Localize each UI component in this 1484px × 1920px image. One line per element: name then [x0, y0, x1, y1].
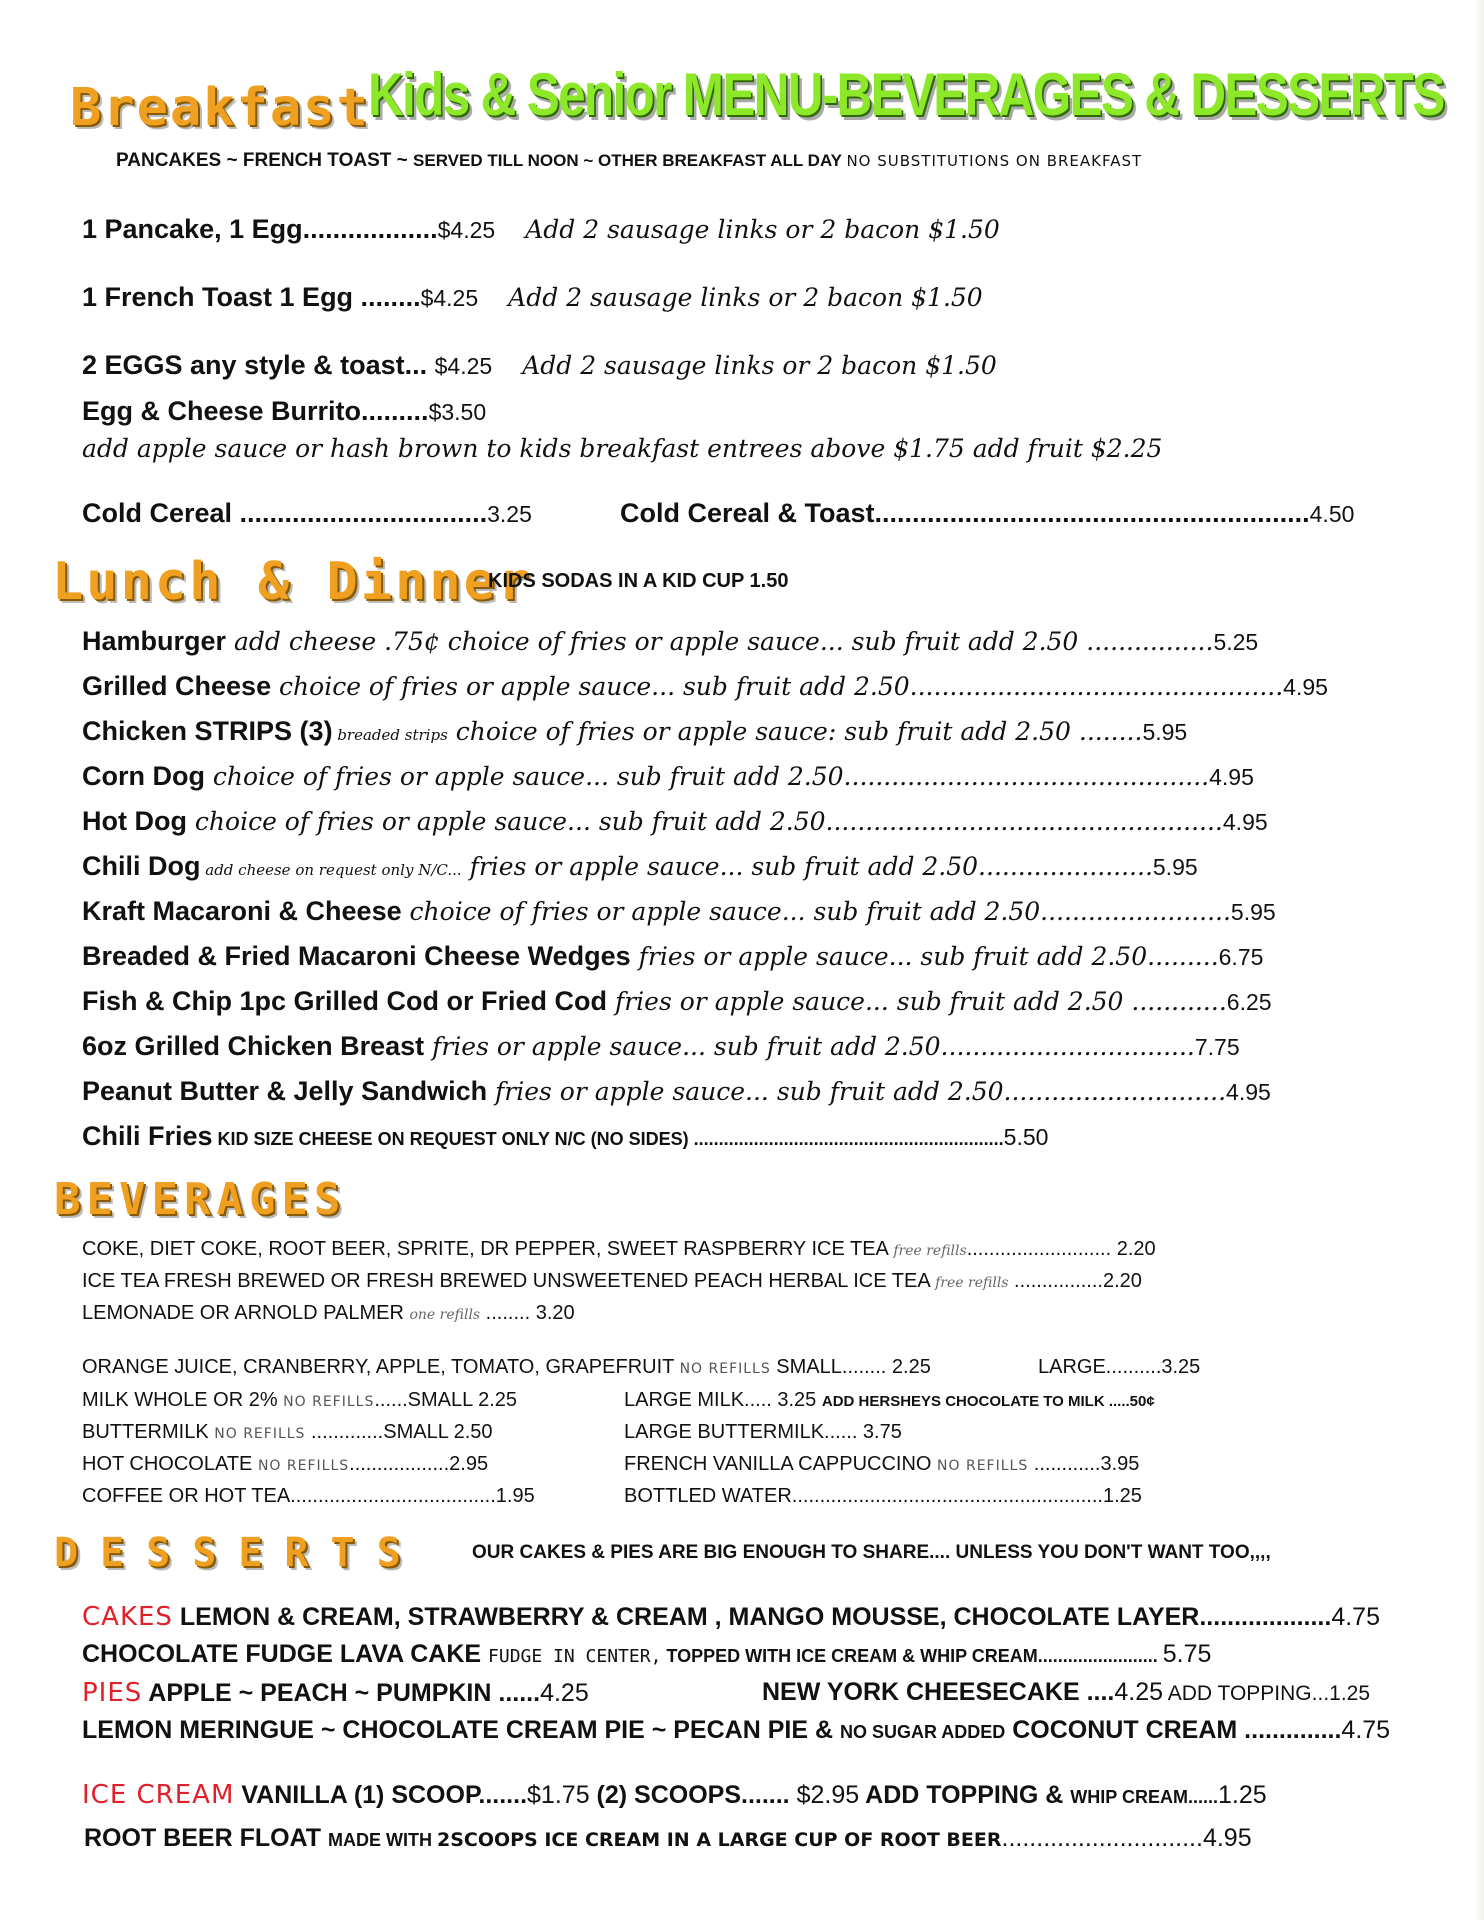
item-price: 5.95 — [1152, 854, 1198, 880]
item-price: $4.25 — [437, 217, 496, 243]
item-price: $4.25 — [434, 353, 493, 379]
bev-cap: NO REFILLS — [214, 1426, 306, 1442]
item-desc: choice of fries or apple sauce... sub fruit add 2.50.............................................. — [204, 762, 1210, 791]
lunch-item — [82, 761, 1254, 792]
bev-tail: ..................2.95 — [349, 1453, 489, 1475]
item-name: Cold Cereal & Toast.......................................................... — [620, 498, 1310, 528]
lava-price: 5.75 — [1162, 1640, 1212, 1668]
beverage-line — [82, 1421, 493, 1444]
lunch-item — [82, 671, 1328, 702]
item-caps: KID SIZE CHEESE ON REQUEST ONLY N/C (NO SIDES) .............................................................. — [212, 1129, 1004, 1149]
item-addon: Add 2 sausage links or 2 bacon $1.50 — [525, 215, 1000, 244]
meringue-a: LEMON MERINGUE ~ CHOCOLATE CREAM PIE ~ PECAN PIE & — [82, 1716, 840, 1744]
ice-price3: 1.25 — [1217, 1781, 1267, 1809]
bev-note: free refills — [893, 1243, 967, 1259]
item-name: Kraft Macaroni & Cheese — [82, 896, 402, 926]
ice-small: WHIP CREAM...... — [1070, 1787, 1218, 1807]
breakfast-item — [82, 214, 1000, 245]
bev-small: SMALL........ 2.25 — [770, 1356, 931, 1378]
cheesecake-topping: ADD TOPPING...1.25 — [1163, 1682, 1371, 1705]
item-desc: fries or apple sauce... sub fruit add 2.50 ............ — [607, 987, 1227, 1016]
item-name: Grilled Cheese — [82, 671, 272, 701]
item-desc: add cheese .75¢ choice of fries or apple sauce... sub fruit add 2.50 ................ — [226, 627, 1214, 656]
meringue-price: 4.75 — [1341, 1716, 1391, 1744]
ice-cream-label: ICE CREAM — [82, 1780, 235, 1810]
pies-price: 4.25 — [540, 1679, 589, 1707]
bev-text: ICE TEA FRESH BREWED OR FRESH BREWED UNSWEETENED PEACH HERBAL ICE TEA — [82, 1270, 936, 1292]
bev-tail: ............3.95 — [1028, 1453, 1140, 1475]
item-name: Egg & Cheese Burrito......... — [82, 396, 429, 426]
item-price: 5.25 — [1213, 629, 1259, 655]
item-price: 5.50 — [1003, 1124, 1049, 1150]
item-name: Corn Dog — [82, 761, 205, 791]
ice-c: ADD TOPPING & — [859, 1781, 1071, 1809]
item-small: breaded strips — [332, 726, 448, 744]
item-price: 4.95 — [1209, 764, 1254, 790]
lava-b: TOPPED WITH ICE CREAM & WHIP CREAM........................ — [661, 1646, 1163, 1666]
item-desc: fries or apple sauce... sub fruit add 2.50...................... — [461, 852, 1153, 881]
beverage-line — [624, 1389, 1155, 1412]
page-edge-shadow — [1474, 0, 1484, 1920]
bev-note: one refills — [409, 1307, 481, 1323]
beverage-line — [82, 1453, 488, 1476]
item-price: 5.95 — [1142, 719, 1188, 745]
beverage-line: BOTTLED WATER........................................................1.25 — [624, 1485, 1142, 1507]
beverage-line: COFFEE OR HOT TEA.....................................1.95 — [82, 1485, 535, 1507]
bev-text: FRENCH VANILLA CAPPUCCINO — [624, 1453, 938, 1475]
lava-fudge: FUDGE IN CENTER, — [488, 1646, 662, 1667]
item-name: Hot Dog — [82, 806, 187, 836]
bev-cap: NO REFILLS — [937, 1458, 1029, 1474]
float-small: MADE WITH — [327, 1830, 437, 1850]
breakfast-subtitle — [116, 150, 1142, 172]
item-price: 6.75 — [1218, 944, 1264, 970]
item-price: $4.25 — [420, 285, 479, 311]
breakfast-note: add apple sauce or hash brown to kids breakfast entrees above $1.75 add fruit $2.25 — [82, 434, 1163, 463]
lunch-item — [82, 896, 1276, 927]
item-name: 2 EGGS any style & toast... — [82, 350, 435, 380]
ice-price2: $2.95 — [796, 1781, 860, 1809]
breakfast-item — [82, 282, 983, 313]
cold-cereal-toast — [620, 498, 1354, 529]
bev-text: LARGE MILK..... 3.25 — [624, 1389, 822, 1411]
lava-a: CHOCOLATE FUDGE LAVA CAKE — [82, 1640, 489, 1668]
item-small: add cheese on request only N/C... — [200, 861, 462, 879]
bev-price: 3.20 — [535, 1302, 575, 1324]
ice-price1: $1.75 — [527, 1781, 590, 1809]
item-name: Cold Cereal ................................. — [82, 498, 488, 528]
lunch-item — [82, 1121, 1048, 1152]
pies-text: APPLE ~ PEACH ~ PUMPKIN ...... — [142, 1679, 541, 1707]
kids-sodas-note: KIDS SODAS IN A KID CUP 1.50 — [488, 570, 789, 592]
beverage-line — [82, 1389, 517, 1412]
float-price: 4.95 — [1202, 1824, 1252, 1852]
desserts-share-note: OUR CAKES & PIES ARE BIG ENOUGH TO SHARE.... UNLESS YOU DON'T WANT TOO,,,, — [472, 1542, 1271, 1563]
bev-text: ORANGE JUICE, CRANBERRY, APPLE, TOMATO, GRAPEFRUIT — [82, 1356, 680, 1378]
cheesecake-line — [762, 1678, 1370, 1707]
item-name: Hamburger — [82, 626, 227, 656]
cold-cereal — [82, 498, 532, 529]
lunch-item — [82, 851, 1198, 882]
breakfast-subtitle-b: SERVED TILL NOON ~ OTHER BREAKFAST ALL DAY — [413, 151, 847, 170]
lunch-item — [82, 626, 1258, 657]
beverage-line — [624, 1453, 1139, 1476]
float-a: ROOT BEER FLOAT — [84, 1824, 328, 1852]
breakfast-subtitle-c: NO SUBSTITUTIONS ON BREAKFAST — [846, 152, 1143, 170]
bev-cap: NO REFILLS — [257, 1458, 350, 1474]
ice-cream-line — [82, 1780, 1267, 1810]
float-comic: 2SCOOPS ICE CREAM IN A LARGE CUP OF ROOT BEER — [436, 1829, 1002, 1851]
item-name: Breaded & Fried Macaroni Cheese Wedges — [82, 941, 631, 971]
beverage-line — [82, 1356, 931, 1379]
cakes-label: CAKES — [82, 1602, 173, 1632]
item-desc: fries or apple sauce... sub fruit add 2.50............................ — [487, 1077, 1227, 1106]
item-desc: choice of fries or apple sauce: sub fruit add 2.50 ........ — [447, 717, 1143, 746]
item-name: 1 Pancake, 1 Egg.................. — [82, 214, 438, 244]
desserts-heading: DESSERTS — [54, 1530, 423, 1576]
ice-b: (2) SCOOPS....... — [589, 1781, 797, 1809]
item-desc: choice of fries or apple sauce... sub fruit add 2.50.................................................. — [186, 807, 1223, 836]
item-desc: choice of fries or apple sauce... sub fruit add 2.50............................................... — [271, 672, 1284, 701]
pies-label: PIES — [82, 1678, 143, 1708]
bev-tail: ......SMALL 2.25 — [374, 1389, 518, 1411]
cakes-price: 4.75 — [1331, 1603, 1380, 1631]
meringue-b: COCONUT CREAM .............. — [1005, 1716, 1342, 1744]
lunch-dinner-heading: Lunch & Dinner — [52, 552, 533, 612]
item-price: $3.50 — [428, 399, 487, 425]
float-dots: ............................. — [1001, 1824, 1203, 1852]
lunch-item — [82, 1076, 1271, 1107]
juice-large: LARGE..........3.25 — [1038, 1356, 1201, 1378]
beverage-line — [82, 1270, 1142, 1293]
item-name: Peanut Butter & Jelly Sandwich — [82, 1076, 488, 1106]
bev-text: COKE, DIET COKE, ROOT BEER, SPRITE, DR PEPPER, SWEET RASPBERRY ICE TEA — [82, 1238, 894, 1260]
item-desc: fries or apple sauce... sub fruit add 2.50................................ — [424, 1032, 1195, 1061]
item-price: 7.75 — [1194, 1034, 1240, 1060]
lava-cake-line — [82, 1640, 1211, 1669]
beverage-line — [82, 1302, 575, 1325]
bev-note: free refills — [935, 1275, 1009, 1291]
root-beer-float-line — [84, 1824, 1252, 1853]
bev-price: 2.20 — [1116, 1238, 1156, 1260]
bev-text: BUTTERMILK — [82, 1421, 215, 1443]
cheesecake: NEW YORK CHEESECAKE .... — [762, 1678, 1115, 1706]
item-price: 5.95 — [1230, 899, 1276, 925]
lunch-item — [82, 1031, 1240, 1062]
lunch-item — [82, 941, 1263, 972]
item-addon: Add 2 sausage links or 2 bacon $1.50 — [522, 351, 997, 380]
item-desc: fries or apple sauce... sub fruit add 2.50......... — [630, 942, 1219, 971]
meringue-line — [82, 1716, 1390, 1745]
bev-dots: .......................... — [966, 1238, 1112, 1260]
beverage-line: LARGE BUTTERMILK...... 3.75 — [624, 1421, 902, 1443]
item-addon: Add 2 sausage links or 2 bacon $1.50 — [508, 283, 983, 312]
lunch-item — [82, 806, 1268, 837]
bev-cap: NO REFILLS — [679, 1361, 771, 1377]
item-price: 4.95 — [1222, 809, 1268, 835]
item-price: 3.25 — [487, 501, 532, 527]
item-name: 1 French Toast 1 Egg ........ — [82, 282, 421, 312]
lunch-item — [82, 716, 1187, 747]
bev-tail: .............SMALL 2.50 — [305, 1421, 493, 1443]
beverage-line — [82, 1238, 1156, 1261]
cheesecake-price: 4.25 — [1114, 1678, 1164, 1706]
lunch-item — [82, 986, 1272, 1017]
item-name: 6oz Grilled Chicken Breast — [82, 1031, 425, 1061]
meringue-small: NO SUGAR ADDED — [839, 1722, 1006, 1742]
bev-price: 2.20 — [1102, 1270, 1142, 1292]
breakfast-heading: Breakfast — [70, 78, 370, 138]
item-price: 4.95 — [1226, 1079, 1271, 1105]
bev-bold: ADD HERSHEYS CHOCOLATE TO MILK .....50¢ — [821, 1393, 1155, 1410]
breakfast-burrito — [82, 396, 486, 427]
beverages-heading: BEVERAGES — [54, 1174, 347, 1225]
bev-dots: ................ — [1008, 1270, 1103, 1292]
pies-line — [82, 1678, 589, 1708]
breakfast-item — [82, 350, 997, 381]
menu-title: Kids & Senior MENU-BEVERAGES & DESSERTS — [368, 61, 1444, 128]
bev-dots: ........ — [480, 1302, 536, 1324]
item-desc: choice of fries or apple sauce... sub fruit add 2.50........................ — [401, 897, 1231, 926]
item-price: 4.95 — [1283, 674, 1328, 700]
ice-a: VANILLA (1) SCOOP....... — [234, 1781, 528, 1809]
item-name: Chili Dog — [82, 851, 201, 881]
item-price: 4.50 — [1309, 501, 1355, 527]
breakfast-subtitle-a: PANCAKES ~ FRENCH TOAST ~ — [116, 150, 414, 171]
bev-text: HOT CHOCOLATE — [82, 1453, 258, 1475]
bev-text: LEMONADE OR ARNOLD PALMER — [82, 1302, 410, 1324]
item-name: Fish & Chip 1pc Grilled Cod or Fried Cod — [82, 986, 608, 1016]
item-name: Chicken STRIPS (3) — [82, 716, 333, 746]
bev-cap: NO REFILLS — [283, 1394, 375, 1410]
item-price: 6.25 — [1226, 989, 1272, 1015]
item-name: Chili Fries — [82, 1121, 213, 1151]
cakes-text: LEMON & CREAM, STRAWBERRY & CREAM , MANGO MOUSSE, CHOCOLATE LAYER................... — [172, 1603, 1332, 1631]
bev-text: MILK WHOLE OR 2% — [82, 1389, 284, 1411]
cakes-line — [82, 1602, 1380, 1632]
